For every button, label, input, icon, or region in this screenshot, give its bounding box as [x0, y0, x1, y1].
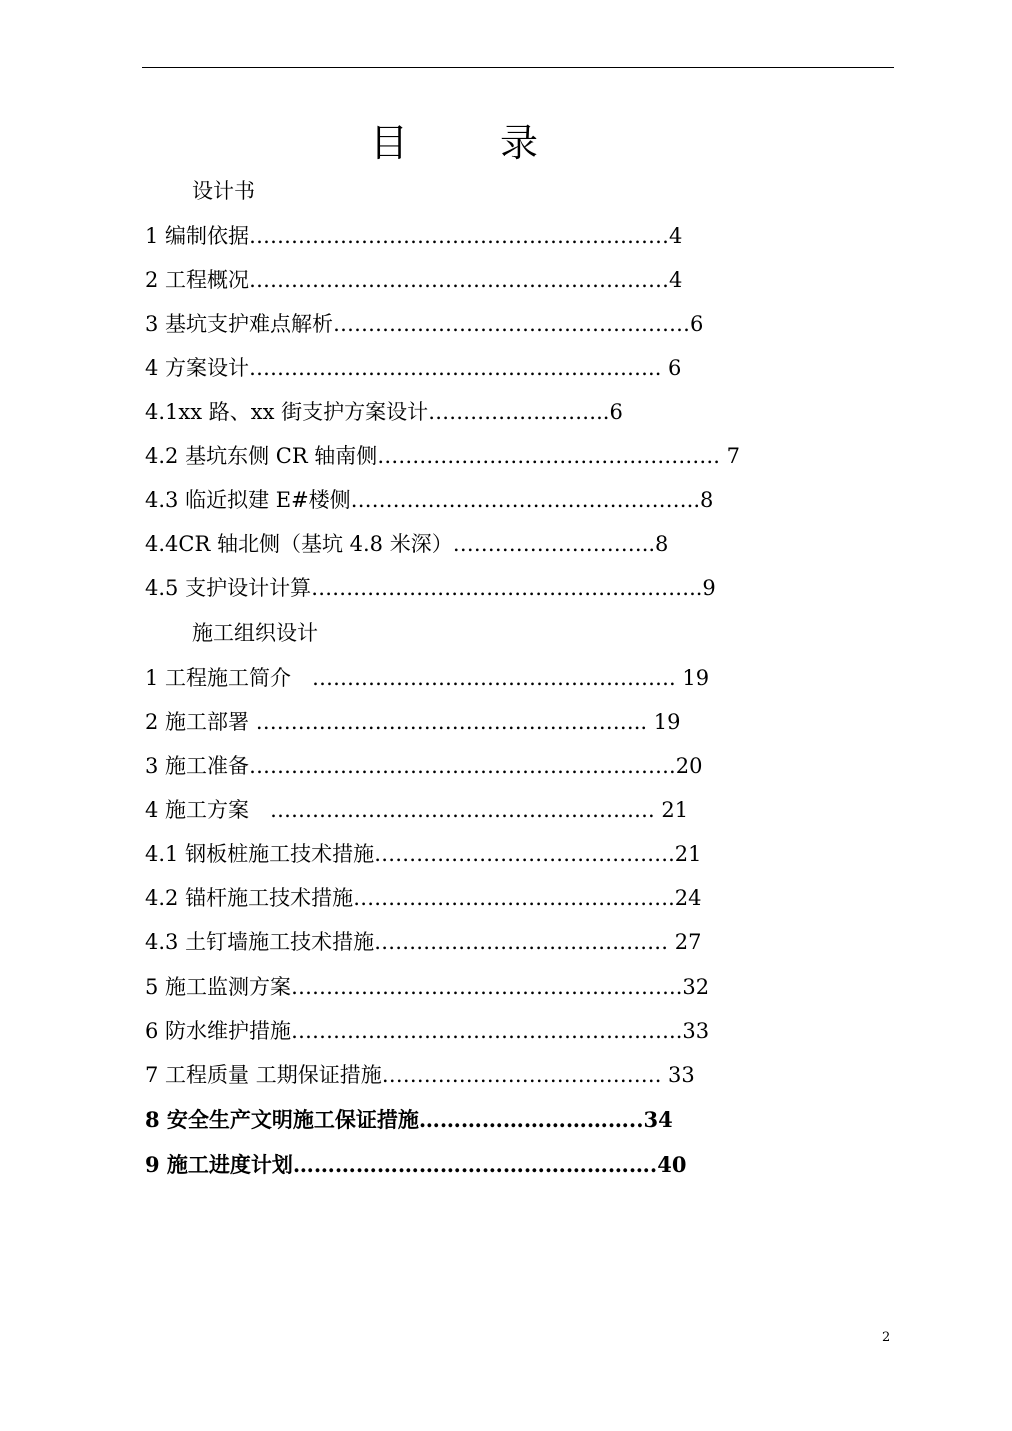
toc-entry[interactable]: 3 施工准备…………………………………………………….20	[145, 754, 703, 778]
page-number: 2	[882, 1330, 891, 1345]
toc-entry[interactable]: 1 工程施工简介 ……………………………………………. 19	[145, 666, 710, 690]
toc-entry[interactable]: 4.1 钢板桩施工技术措施…………………………………….21	[145, 842, 702, 866]
toc-entry[interactable]: 5 施工监测方案………………………………………………..32	[145, 975, 710, 999]
toc-entry[interactable]: 7 工程质量 工期保证措施…………………………………. 33	[145, 1063, 695, 1087]
toc-entry[interactable]: 4.5 支护设计计算………………………………………………..9	[145, 576, 716, 600]
toc-entry[interactable]: 4.2 锚杆施工技术措施……………………………………….24	[145, 886, 702, 910]
toc-entry[interactable]: 4 施工方案 ………………………………………………. 21	[145, 798, 689, 822]
page-title	[0, 118, 1012, 168]
section-heading-design: 设计书	[192, 179, 255, 203]
toc-entry[interactable]: 4.4CR 轴北侧（基坑 4.8 米深）………………………..8	[145, 532, 669, 556]
header-rule	[142, 67, 894, 68]
toc-entry[interactable]: 4.3 土钉墙施工技术措施…………………………………… 27	[145, 930, 702, 954]
toc-entry[interactable]: 4.1xx 路、xx 街支护方案设计……………………..6	[145, 400, 623, 424]
toc-entry[interactable]: 2 施工部署 ……………………………………………….. 19	[145, 710, 681, 734]
toc-entry[interactable]: 6 防水维护措施………………………………………………..33	[145, 1019, 710, 1043]
toc-entry[interactable]: 2 工程概况……………………………………………………4	[145, 268, 683, 292]
toc-entry[interactable]: 3 基坑支护难点解析……………………………………………6	[145, 312, 704, 336]
toc-entry[interactable]: 4.3 临近拟建 E#楼侧…………………………………………..8	[145, 488, 714, 512]
toc-entry[interactable]: 9 施工进度计划…………………………………………….40	[145, 1152, 687, 1177]
toc-entry[interactable]: 8 安全生产文明施工保证措施…………………………..34	[145, 1107, 673, 1132]
toc-entry[interactable]: 1 编制依据……………………………………………………4	[145, 224, 683, 248]
toc-entry[interactable]: 4 方案设计………………………………………………….. 6	[145, 356, 682, 380]
section-heading-construction: 施工组织设计	[192, 621, 318, 645]
title-char-2: 录	[500, 121, 539, 165]
title-char-1: 目	[370, 121, 409, 165]
toc-entry[interactable]: 4.2 基坑东侧 CR 轴南侧…………………………………………. 7	[145, 444, 741, 468]
